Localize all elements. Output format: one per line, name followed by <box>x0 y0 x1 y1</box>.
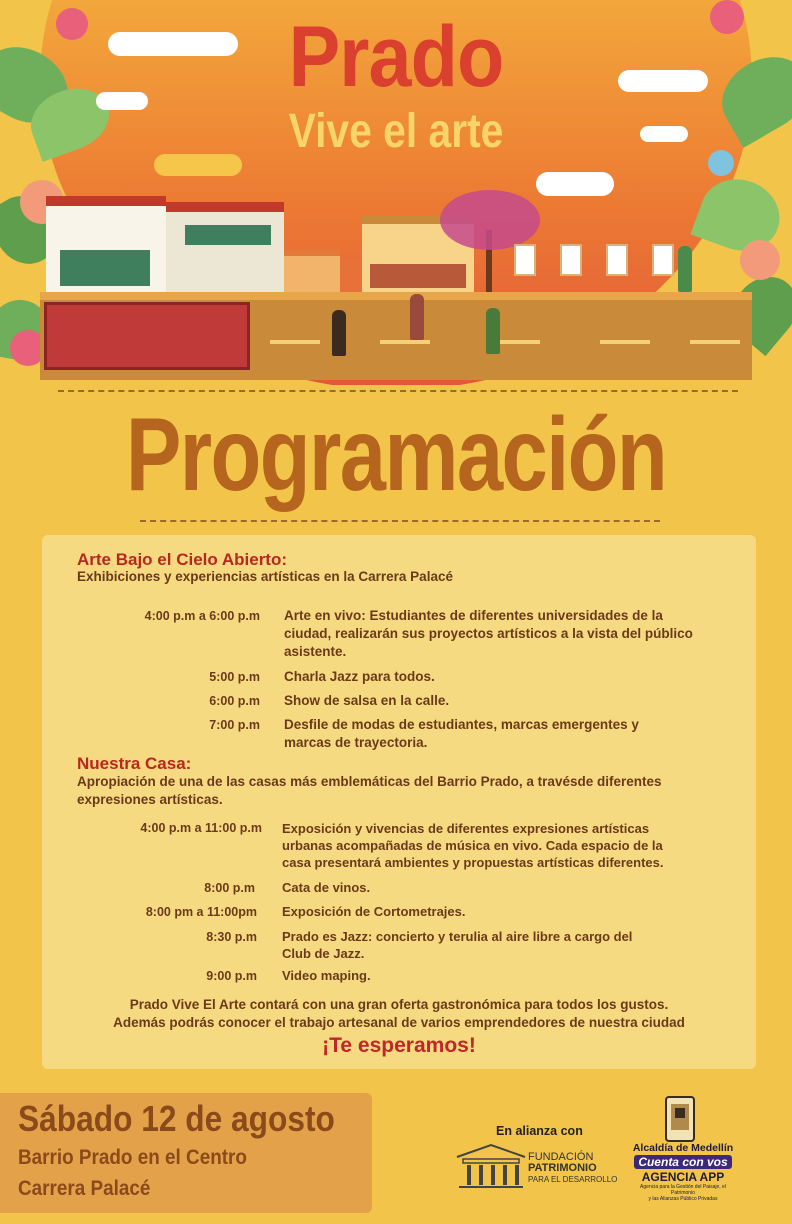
schedule-time: 4:00 p.m a 6:00 p.m <box>144 609 260 623</box>
green-window <box>185 225 271 245</box>
road-line <box>690 340 740 344</box>
schedule-desc <box>282 903 466 920</box>
yellow-house <box>340 258 364 294</box>
schedule-desc <box>284 692 449 710</box>
desc-line: asistente. <box>284 644 347 659</box>
hero-title: Prado <box>288 9 504 105</box>
road-line <box>600 340 650 344</box>
cta-text: ¡Te esperamos! <box>322 1034 476 1057</box>
event-place-2: Carrera Palacé <box>18 1177 151 1200</box>
house-windows <box>370 264 466 288</box>
schedule-time: 8:30 p.m <box>206 930 257 944</box>
schedule-time: 9:00 p.m <box>206 969 257 983</box>
schedule-time: 4:00 p.m a 11:00 p.m <box>140 821 262 835</box>
fundacion-line: PATRIMONIO <box>528 1162 597 1174</box>
guitar-player <box>410 294 424 340</box>
flower-decoration <box>740 240 780 280</box>
schedule-desc <box>282 879 370 896</box>
agencia-sub-line: y las Alianzas Público Privadas <box>648 1196 718 1202</box>
green-window <box>60 250 150 286</box>
cuenta-con-vos-badge: Cuenta con vos <box>634 1155 732 1169</box>
schedule-desc <box>284 668 435 686</box>
schedule-desc <box>284 607 693 661</box>
schedule-desc <box>282 928 632 962</box>
bottom-divider <box>140 520 660 522</box>
easel-painting <box>560 244 582 276</box>
top-divider <box>58 390 738 392</box>
desc-line: casa presentará ambientes y propuestas artísticas diferentes. <box>282 855 664 870</box>
closing-line-2: Además podrás conocer el trabajo artesanal de varios emprendedores de nuestra ciudad <box>113 1015 685 1030</box>
partners-label: En alianza con <box>496 1124 583 1138</box>
desc-line: Prado es Jazz: concierto y terulia al aire libre a cargo del <box>282 929 633 944</box>
green-balcony-house <box>166 202 284 304</box>
desc-line: Show de salsa en la calle. <box>284 693 450 708</box>
agencia-app-name: AGENCIA APP <box>641 1170 725 1184</box>
medellin-shield-icon <box>665 1096 695 1142</box>
fundacion-line: PARA EL DESARROLLO <box>528 1175 618 1184</box>
section1-title: Arte Bajo el Cielo Abierto: <box>77 550 288 569</box>
section1-subtitle: Exhibiciones y experiencias artísticas en la Carrera Palacé <box>77 569 453 584</box>
alcaldia-name: Alcaldía de Medellín <box>632 1142 734 1154</box>
hero-illustration <box>0 0 792 385</box>
section2-subtitle <box>77 773 662 809</box>
easel-painting <box>514 244 536 276</box>
desc-line: urbanas acompañadas de música en vivo. Cada espacio de la <box>282 838 663 853</box>
painter <box>678 246 692 292</box>
desc-line: Exposición y vivencias de diferentes expresiones artísticas <box>282 821 650 836</box>
saxophone-player <box>332 310 346 356</box>
desc-line: Arte en vivo: Estudiantes de diferentes universidades de la <box>284 608 663 623</box>
subtitle-line: expresiones artísticas. <box>77 792 223 807</box>
schedule-time: 8:00 pm a 11:00pm <box>145 905 257 919</box>
stage <box>44 302 250 370</box>
desc-line: Video maping. <box>282 968 371 983</box>
programacion-heading: Programación <box>125 397 667 513</box>
closing-line-1: Prado Vive El Arte contará con una gran oferta gastronómica para todos los gustos. <box>129 997 669 1012</box>
desc-line: Club de Jazz. <box>282 946 365 961</box>
desc-line: Desfile de modas de estudiantes, marcas emergentes y <box>284 717 639 732</box>
desc-line: Charla Jazz para todos. <box>284 669 435 684</box>
fundacion-logo-icon <box>455 1143 527 1189</box>
schedule-time: 7:00 p.m <box>209 718 260 732</box>
event-place-1: Barrio Prado en el Centro <box>18 1146 247 1169</box>
schedule-desc <box>282 820 664 871</box>
desc-line: Exposición de Cortometrajes. <box>282 904 466 919</box>
desc-line: ciudad, realizarán sus proyectos artísticos a la vista del público <box>284 626 693 641</box>
schedule-desc <box>284 716 639 752</box>
easel-painting <box>606 244 628 276</box>
schedule-time: 6:00 p.m <box>209 694 260 708</box>
alcaldia-logo <box>628 1142 738 1202</box>
desc-line: marcas de trayectoria. <box>284 735 428 750</box>
fundacion-logo-text <box>528 1152 617 1185</box>
schedule-time: 5:00 p.m <box>209 670 260 684</box>
easel-painting <box>652 244 674 276</box>
event-date: Sábado 12 de agosto <box>18 1098 335 1139</box>
violin-player <box>486 308 500 354</box>
agencia-sub-line: Agencia para la Gestión del Paisaje, el Patrimonio <box>640 1184 726 1196</box>
schedule-desc <box>282 967 371 984</box>
tree-canopy <box>440 190 540 250</box>
road-line <box>380 340 430 344</box>
schedule-time: 8:00 p.m <box>204 881 255 895</box>
desc-line: Cata de vinos. <box>282 880 371 895</box>
road-line <box>270 340 320 344</box>
cloud <box>536 172 614 196</box>
fundacion-line: FUNDACIÓN <box>528 1151 594 1163</box>
hero-subtitle: Vive el arte <box>288 105 504 158</box>
section2-title: Nuestra Casa: <box>77 754 192 773</box>
subtitle-line: Apropiación de una de las casas más emblemáticas del Barrio Prado, a travésde diferentes <box>77 774 662 789</box>
